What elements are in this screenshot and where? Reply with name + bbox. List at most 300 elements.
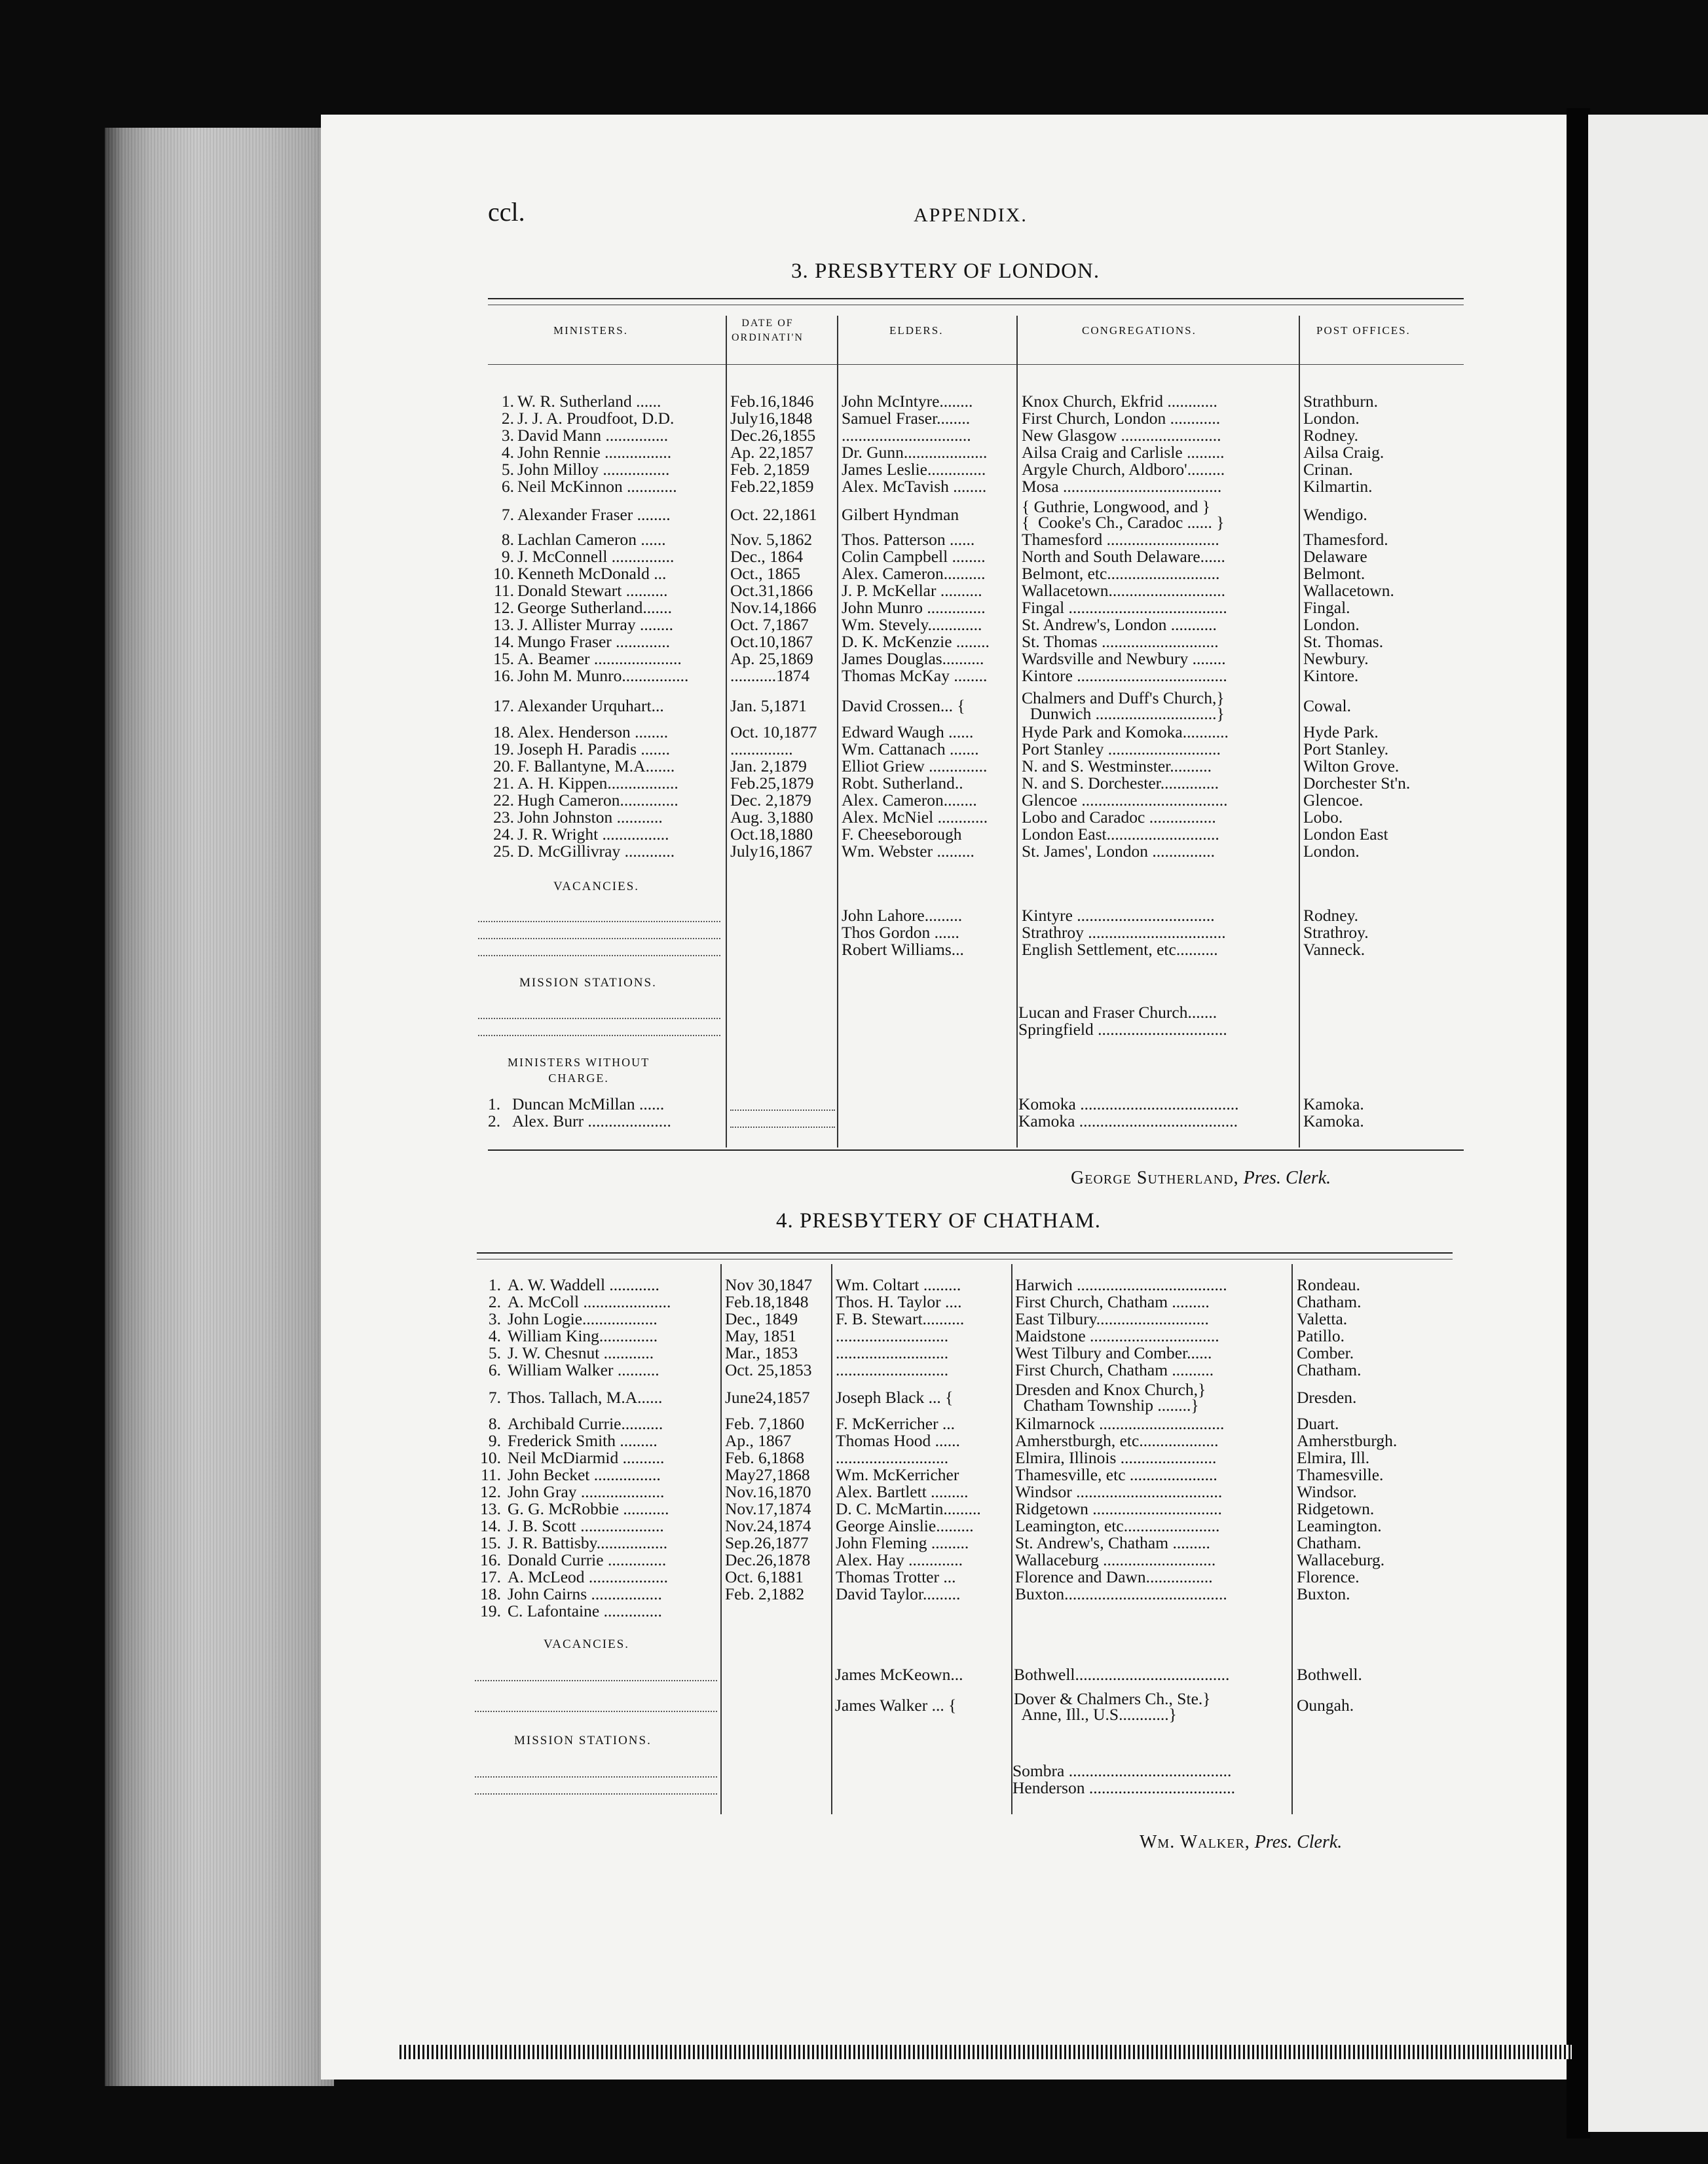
elder-name: ........................... [836,1360,949,1379]
ordination-date: Nov.16,1870 [725,1482,811,1501]
congregation: Wallaceburg ........................... [1015,1550,1216,1569]
minister-name: John Gray .................... [508,1482,665,1501]
congregation: Leamington, etc....................... [1015,1516,1220,1535]
chatham-col-line-2 [831,1264,832,1814]
congregation: St. Andrew's, London ........... [1022,615,1217,634]
ordination-date: Dec. 2,1879 [730,791,811,810]
elder-name: ........................... [836,1343,949,1362]
post-office: Dresden. [1297,1388,1357,1407]
elder-name: James Walker ... { [835,1696,957,1715]
congregation: { Guthrie, Longwood, and } { Cooke's Ch., Caradoc ...... } [1022,497,1225,532]
elder-name: Alex. Cameron.......... [842,564,986,583]
chatham-col-line-1 [720,1264,722,1814]
row-number: 13. [493,615,514,634]
ordination-date: Feb. 7,1860 [725,1414,805,1433]
elder-name: Dr. Gunn.................... [842,443,988,462]
row-number: 6. [501,477,514,496]
congregation: Port Stanley ........................... [1022,739,1221,758]
minister-name: William Walker .......... [508,1360,659,1379]
post-office: Dorchester St'n. [1303,774,1411,793]
minister-name: John M. Munro................ [517,666,689,685]
book-fore-edge [105,128,334,2086]
row-number: 10. [493,564,514,583]
elder-name: Wm. Webster ......... [842,842,975,861]
row-number: 9. [501,547,514,566]
elder-name: Thos Gordon ...... [842,923,959,942]
london-top-rule [488,298,1464,299]
post-office: Strathburn. [1303,392,1379,411]
row-number: 24. [493,825,514,844]
minister-name: W. R. Sutherland ...... [517,392,661,411]
row-number: 14. [480,1516,501,1535]
post-office: Patillo. [1297,1326,1345,1345]
london-col-line-2 [837,316,838,1147]
london-bottom-rule [488,1149,1464,1151]
ordination-date: Oct.31,1866 [730,581,813,600]
congregation: First Church, Chatham .......... [1015,1360,1214,1379]
post-office: Bothwell. [1297,1665,1362,1684]
row-number: 7. [501,505,514,524]
elder-name: Alex. Cameron........ [842,791,977,810]
elder-name: Alex. Bartlett ......... [836,1482,969,1501]
congregation: Wardsville and Newbury ........ [1022,649,1226,668]
dot-leader [730,1127,835,1128]
congregation: Fingal ...................................... [1022,598,1227,617]
london-header-rule [488,364,1464,365]
ordination-date: Nov.17,1874 [725,1499,811,1518]
congregation: Elmira, Illinois ....................... [1015,1448,1217,1467]
dot-leader [478,955,720,956]
row-number: 3. [501,426,514,445]
mission-station: Sombra ....................................... [1012,1761,1232,1780]
congregation: East Tilbury........................... [1015,1309,1209,1328]
row-number: 16. [480,1550,501,1569]
elder-name: Elliot Griew .............. [842,756,988,775]
elder-name: Edward Waugh ...... [842,722,974,741]
congregation: Kamoka ...................................... [1018,1111,1238,1130]
congregation: Argyle Church, Aldboro'......... [1022,460,1225,479]
row-number: 21. [493,774,514,793]
minister-name: A. McLeod ................... [508,1567,669,1586]
minister-name: J. Allister Murray ........ [517,615,673,634]
elder-name: Wm. McKerricher [836,1465,959,1484]
post-office: Lobo. [1303,808,1343,827]
ordination-date: Feb.25,1879 [730,774,814,793]
row-number: 19. [493,739,514,758]
ordination-date: Oct. 25,1853 [725,1360,812,1379]
ordination-date: Ap. 22,1857 [730,443,813,462]
congregation: Harwich .................................... [1015,1275,1227,1294]
row-number: 22. [493,791,514,810]
elder-name: F. McKerricher ... [836,1414,956,1433]
elder-name: Wm. Coltart ......... [836,1275,961,1294]
post-office: London. [1303,409,1360,428]
london-clerk [1071,1168,1331,1189]
dot-leader [730,1110,835,1111]
congregation: Glencoe ................................... [1022,791,1228,810]
ordination-date: Aug. 3,1880 [730,808,813,827]
row-number: 20. [493,756,514,775]
elder-name: James McKeown... [835,1665,963,1684]
post-office: Belmont. [1303,564,1365,583]
elder-name: David Crossen... { [842,696,965,715]
elder-name: John Fleming ......... [836,1533,969,1552]
running-head: APPENDIX. [914,204,1028,226]
congregation: Buxton....................................... [1015,1584,1227,1603]
minister-name: Neil McKinnon ............ [517,477,677,496]
post-office: Fingal. [1303,598,1350,617]
row-number: 7. [488,1388,501,1407]
london-vacancies-label: VACANCIES. [553,880,640,893]
elder-name: ............................... [842,426,971,445]
post-office: Buxton. [1297,1584,1350,1603]
post-office: Glencoe. [1303,791,1364,810]
congregation: Strathroy ................................. [1022,923,1226,942]
london-col-line-3 [1016,316,1018,1147]
row-number: 4. [501,443,514,462]
row-number: 11. [481,1465,501,1484]
elder-name: James Leslie.............. [842,460,986,479]
minister-name: Frederick Smith ......... [508,1431,658,1450]
minister-name: John Becket ................ [508,1465,661,1484]
row-number: 8. [501,530,514,549]
ordination-date: Ap. 25,1869 [730,649,813,668]
minister-name: Alexander Fraser ........ [517,505,671,524]
elder-name: J. P. McKellar .......... [842,581,982,600]
post-office: Crinan. [1303,460,1353,479]
elder-name: Thos. Patterson ...... [842,530,975,549]
congregation: First Church, Chatham ......... [1015,1292,1210,1311]
congregation: Amherstburgh, etc................... [1015,1431,1219,1450]
post-office: Port Stanley. [1303,739,1389,758]
minister-name: Mungo Fraser ............. [517,632,671,651]
elder-name: ........................... [836,1448,949,1467]
row-number: 19. [480,1601,501,1620]
elder-name: John Munro .............. [842,598,986,617]
post-office: Vanneck. [1303,940,1365,959]
post-office: Cowal. [1303,696,1351,715]
page-bottom-decoration [399,2045,1572,2059]
ordination-date: Dec.26,1878 [725,1550,811,1569]
ordination-date: Nov.24,1874 [725,1516,811,1535]
post-office: Florence. [1297,1567,1360,1586]
row-number: 1. [488,1275,501,1294]
post-office: Wilton Grove. [1303,756,1400,775]
congregation: N. and S. Dorchester.............. [1022,774,1219,793]
congregation: London East........................... [1022,825,1219,844]
congregation: St. James', London ............... [1022,842,1216,861]
row-number: 5. [488,1343,501,1362]
elder-name: Gilbert Hyndman [842,505,959,524]
congregation: Maidstone ............................... [1015,1326,1219,1345]
post-office: Amherstburgh. [1297,1431,1398,1450]
congregation: Komoka ...................................... [1018,1094,1239,1113]
row-number: 11. [494,581,514,600]
minister-name: John Johnston ........... [517,808,663,827]
row-number: 9. [488,1431,501,1450]
elder-name: Joseph Black ... { [836,1388,954,1407]
congregation: Knox Church, Ekfrid ............ [1022,392,1217,411]
chatham-clerk [1140,1832,1342,1853]
post-office: Rondeau. [1297,1275,1361,1294]
dot-leader [478,1018,720,1019]
post-office: Rodney. [1303,426,1359,445]
congregation: Kilmarnock .............................. [1015,1414,1225,1433]
minister-name: Kenneth McDonald ... [517,564,667,583]
row-number: 18. [493,722,514,741]
minister-name: Alex. Henderson ........ [517,722,669,741]
congregation: St. Thomas ............................ [1022,632,1219,651]
congregation: Kintore .................................... [1022,666,1227,685]
congregation: Wallacetown............................ [1022,581,1225,600]
post-office: Windsor. [1297,1482,1357,1501]
post-office: Newbury. [1303,649,1369,668]
post-office: Chatham. [1297,1292,1362,1311]
ordination-date: Dec.26,1855 [730,426,816,445]
chatham-vacancies-label: VACANCIES. [544,1637,630,1651]
congregation: St. Andrew's, Chatham ......... [1015,1533,1210,1552]
row-number: 15. [480,1533,501,1552]
post-office: Chatham. [1297,1360,1362,1379]
minister-name: C. Lafontaine .............. [508,1601,662,1620]
london-header-post-offices: POST OFFICES. [1316,324,1411,337]
congregation: Dover & Chalmers Ch., Ste.} Anne, Ill., U.S............} [1014,1689,1211,1724]
elder-name: ........................... [836,1326,949,1345]
dot-leader [478,1035,720,1036]
post-office: Thamesville. [1297,1465,1384,1484]
ordination-date: ...........1874 [730,666,810,685]
post-office: St. Thomas. [1303,632,1384,651]
ordination-date: Oct.18,1880 [730,825,813,844]
elder-name: D. C. McMartin......... [836,1499,981,1518]
congregation: Hyde Park and Komoka........... [1022,722,1229,741]
london-col-line-1 [726,316,727,1147]
ordination-date: Feb.18,1848 [725,1292,809,1311]
facing-page-edge [1588,115,1708,2132]
elder-name: F. Cheeseborough [842,825,962,844]
minister-name: J. J. A. Proudfoot, D.D. [517,409,675,428]
dot-leader [475,1680,717,1681]
ordination-date: Jan. 5,1871 [730,696,807,715]
ordination-date: Sep.26,1877 [725,1533,809,1552]
row-number: 2. [501,409,514,428]
chatham-title: 4. PRESBYTERY OF CHATHAM. [776,1209,1101,1233]
minister-name: Donald Stewart .......... [517,581,668,600]
row-number: 1. [501,392,514,411]
row-number: 14. [493,632,514,651]
minister-name: J. W. Chesnut ............ [508,1343,654,1362]
congregation: Ridgetown ............................... [1015,1499,1222,1518]
row-number: 13. [480,1499,501,1518]
row-number: 25. [493,842,514,861]
post-office: London. [1303,615,1360,634]
dot-leader [475,1793,717,1795]
london-header-ministers: MINISTERS. [553,324,628,337]
post-office: Rodney. [1303,906,1359,925]
elder-name: John McIntyre........ [842,392,973,411]
congregation: Dresden and Knox Church,} Chatham Township ........} [1015,1380,1206,1415]
london-mission-label: MISSION STATIONS. [519,976,657,990]
elder-name: Thos. H. Taylor .... [836,1292,962,1311]
minister-name: Thos. Tallach, M.A...... [508,1388,663,1407]
ordination-date: Oct. 7,1867 [730,615,809,634]
post-office: Thamesford. [1303,530,1388,549]
post-office: Wendigo. [1303,505,1367,524]
elder-name: D. K. McKenzie ........ [842,632,990,651]
elder-name: Wm. Cattanach ....... [842,739,979,758]
post-office: Leamington. [1297,1516,1382,1535]
london-header-elders: ELDERS. [889,324,944,337]
row-number: 3. [488,1309,501,1328]
minister-name: J. R. Wright ................ [517,825,669,844]
minister-name: George Sutherland....... [517,598,673,617]
elder-name: Thomas Trotter ... [836,1567,956,1586]
ordination-date: Jan. 2,1879 [730,756,807,775]
london-header-date: DATE OF ORDINATI'N [732,318,804,343]
row-number: 12. [480,1482,501,1501]
london-clerk-role: Pres. Clerk. [1243,1168,1331,1188]
post-office: Delaware [1303,547,1367,566]
minister-name: John Rennie ................ [517,443,672,462]
elder-name: Wm. Stevely............. [842,615,982,634]
elder-name: F. B. Stewart.......... [836,1309,965,1328]
dot-leader [475,1776,717,1778]
ordination-date: Nov.14,1866 [730,598,817,617]
post-office: Elmira, Ill. [1297,1448,1370,1467]
row-number: 23. [493,808,514,827]
ordination-date: Dec., 1849 [725,1309,798,1328]
minister-name: Donald Currie .............. [508,1550,667,1569]
ordination-date: Nov. 5,1862 [730,530,813,549]
elder-name: Alex. Hay ............. [836,1550,963,1569]
ordination-date: July16,1867 [730,842,813,861]
page-number: ccl. [488,197,525,227]
elder-name: Robert Williams... [842,940,964,959]
congregation: Kintyre ................................. [1022,906,1215,925]
congregation: Thamesville, etc ..................... [1015,1465,1217,1484]
minister-name: D. McGillivray ............ [517,842,675,861]
minister-name: David Mann ............... [517,426,669,445]
elder-name: Robt. Sutherland.. [842,774,963,793]
post-office: Kintore. [1303,666,1359,685]
minister-name: Alexander Urquhart... [517,696,664,715]
ordination-date: Ap., 1867 [725,1431,792,1450]
post-office: Kamoka. [1303,1094,1364,1113]
minister-name: Duncan McMillan ...... [512,1094,665,1113]
ordination-date: Feb.22,1859 [730,477,814,496]
ordination-date: ............... [730,739,793,758]
row-number: 8. [488,1414,501,1433]
mission-station: Springfield ............................... [1018,1020,1227,1039]
london-clerk-name: George Sutherland, [1071,1168,1239,1188]
dot-leader [478,938,720,939]
ordination-date: July16,1848 [730,409,813,428]
ordination-date: May, 1851 [725,1326,796,1345]
row-number: 5. [501,460,514,479]
ordination-date: Mar., 1853 [725,1343,798,1362]
congregation: Florence and Dawn................ [1015,1567,1213,1586]
post-office: Oungah. [1297,1696,1354,1715]
post-office: Duart. [1297,1414,1339,1433]
row-number: 16. [493,666,514,685]
mission-station: Lucan and Fraser Church....... [1018,1003,1217,1022]
chatham-mission-label: MISSION STATIONS. [514,1734,652,1747]
congregation: N. and S. Westminster.......... [1022,756,1212,775]
post-office: Comber. [1297,1343,1354,1362]
congregation: Windsor ................................... [1015,1482,1223,1501]
congregation: New Glasgow ........................ [1022,426,1221,445]
minister-name: John Cairns ................. [508,1584,662,1603]
minister-name: J. B. Scott .................... [508,1516,664,1535]
post-office: Wallaceburg. [1297,1550,1385,1569]
congregation: First Church, London ............ [1022,409,1221,428]
row-number: 2. [488,1292,501,1311]
row-number: 12. [493,598,514,617]
congregation: English Settlement, etc.......... [1022,940,1218,959]
elder-name: John Lahore......... [842,906,963,925]
ordination-date: Feb.16,1846 [730,392,814,411]
post-office: Hyde Park. [1303,722,1379,741]
minister-name: A. Beamer ..................... [517,649,682,668]
london-without-charge-label: MINISTERS WITHOUT CHARGE. [508,1056,650,1085]
row-number: 15. [493,649,514,668]
congregation: Belmont, etc........................... [1022,564,1220,583]
post-office: Wallacetown. [1303,581,1394,600]
row-number: 17. [480,1567,501,1586]
elder-name: Thomas Hood ...... [836,1431,960,1450]
ordination-date: Oct. 10,1877 [730,722,817,741]
chatham-clerk-name: Wm. Walker, [1140,1832,1250,1852]
london-col-line-4 [1299,316,1300,1147]
minister-name: Archibald Currie.......... [508,1414,663,1433]
post-office: London. [1303,842,1360,861]
ordination-date: Oct. 6,1881 [725,1567,804,1586]
chatham-col-line-4 [1291,1264,1293,1814]
ordination-date: Nov 30,1847 [725,1275,813,1294]
minister-name: A. H. Kippen................. [517,774,678,793]
elder-name: Alex. McTavish ........ [842,477,987,496]
elder-name: James Douglas.......... [842,649,984,668]
ordination-date: May27,1868 [725,1465,810,1484]
row-number: 6. [488,1360,501,1379]
elder-name: Alex. McNiel ............ [842,808,988,827]
congregation: Mosa ...................................... [1022,477,1222,496]
london-header-congregations: CONGREGATIONS. [1082,324,1197,337]
row-number: 2. [488,1111,501,1130]
congregation: Thamesford ........................... [1022,530,1219,549]
post-office: Kamoka. [1303,1111,1364,1130]
post-office: Kilmartin. [1303,477,1373,496]
elder-name: Thomas McKay ........ [842,666,988,685]
minister-name: F. Ballantyne, M.A....... [517,756,675,775]
minister-name: A. W. Waddell ............ [508,1275,659,1294]
congregation: North and South Delaware...... [1022,547,1225,566]
london-title: 3. PRESBYTERY OF LONDON. [791,259,1100,283]
elder-name: Colin Campbell ........ [842,547,986,566]
row-number: 4. [488,1326,501,1345]
ordination-date: Oct.10,1867 [730,632,813,651]
dot-leader [478,921,720,922]
minister-name: A. McColl ..................... [508,1292,671,1311]
congregation: Lobo and Caradoc ................ [1022,808,1216,827]
post-office: Chatham. [1297,1533,1362,1552]
ordination-date: Feb. 6,1868 [725,1448,805,1467]
row-number: 17. [493,696,514,715]
chatham-clerk-role: Pres. Clerk. [1254,1832,1343,1852]
ordination-date: Feb. 2,1859 [730,460,810,479]
ordination-date: Feb. 2,1882 [725,1584,805,1603]
minister-name: Alex. Burr .................... [512,1111,671,1130]
